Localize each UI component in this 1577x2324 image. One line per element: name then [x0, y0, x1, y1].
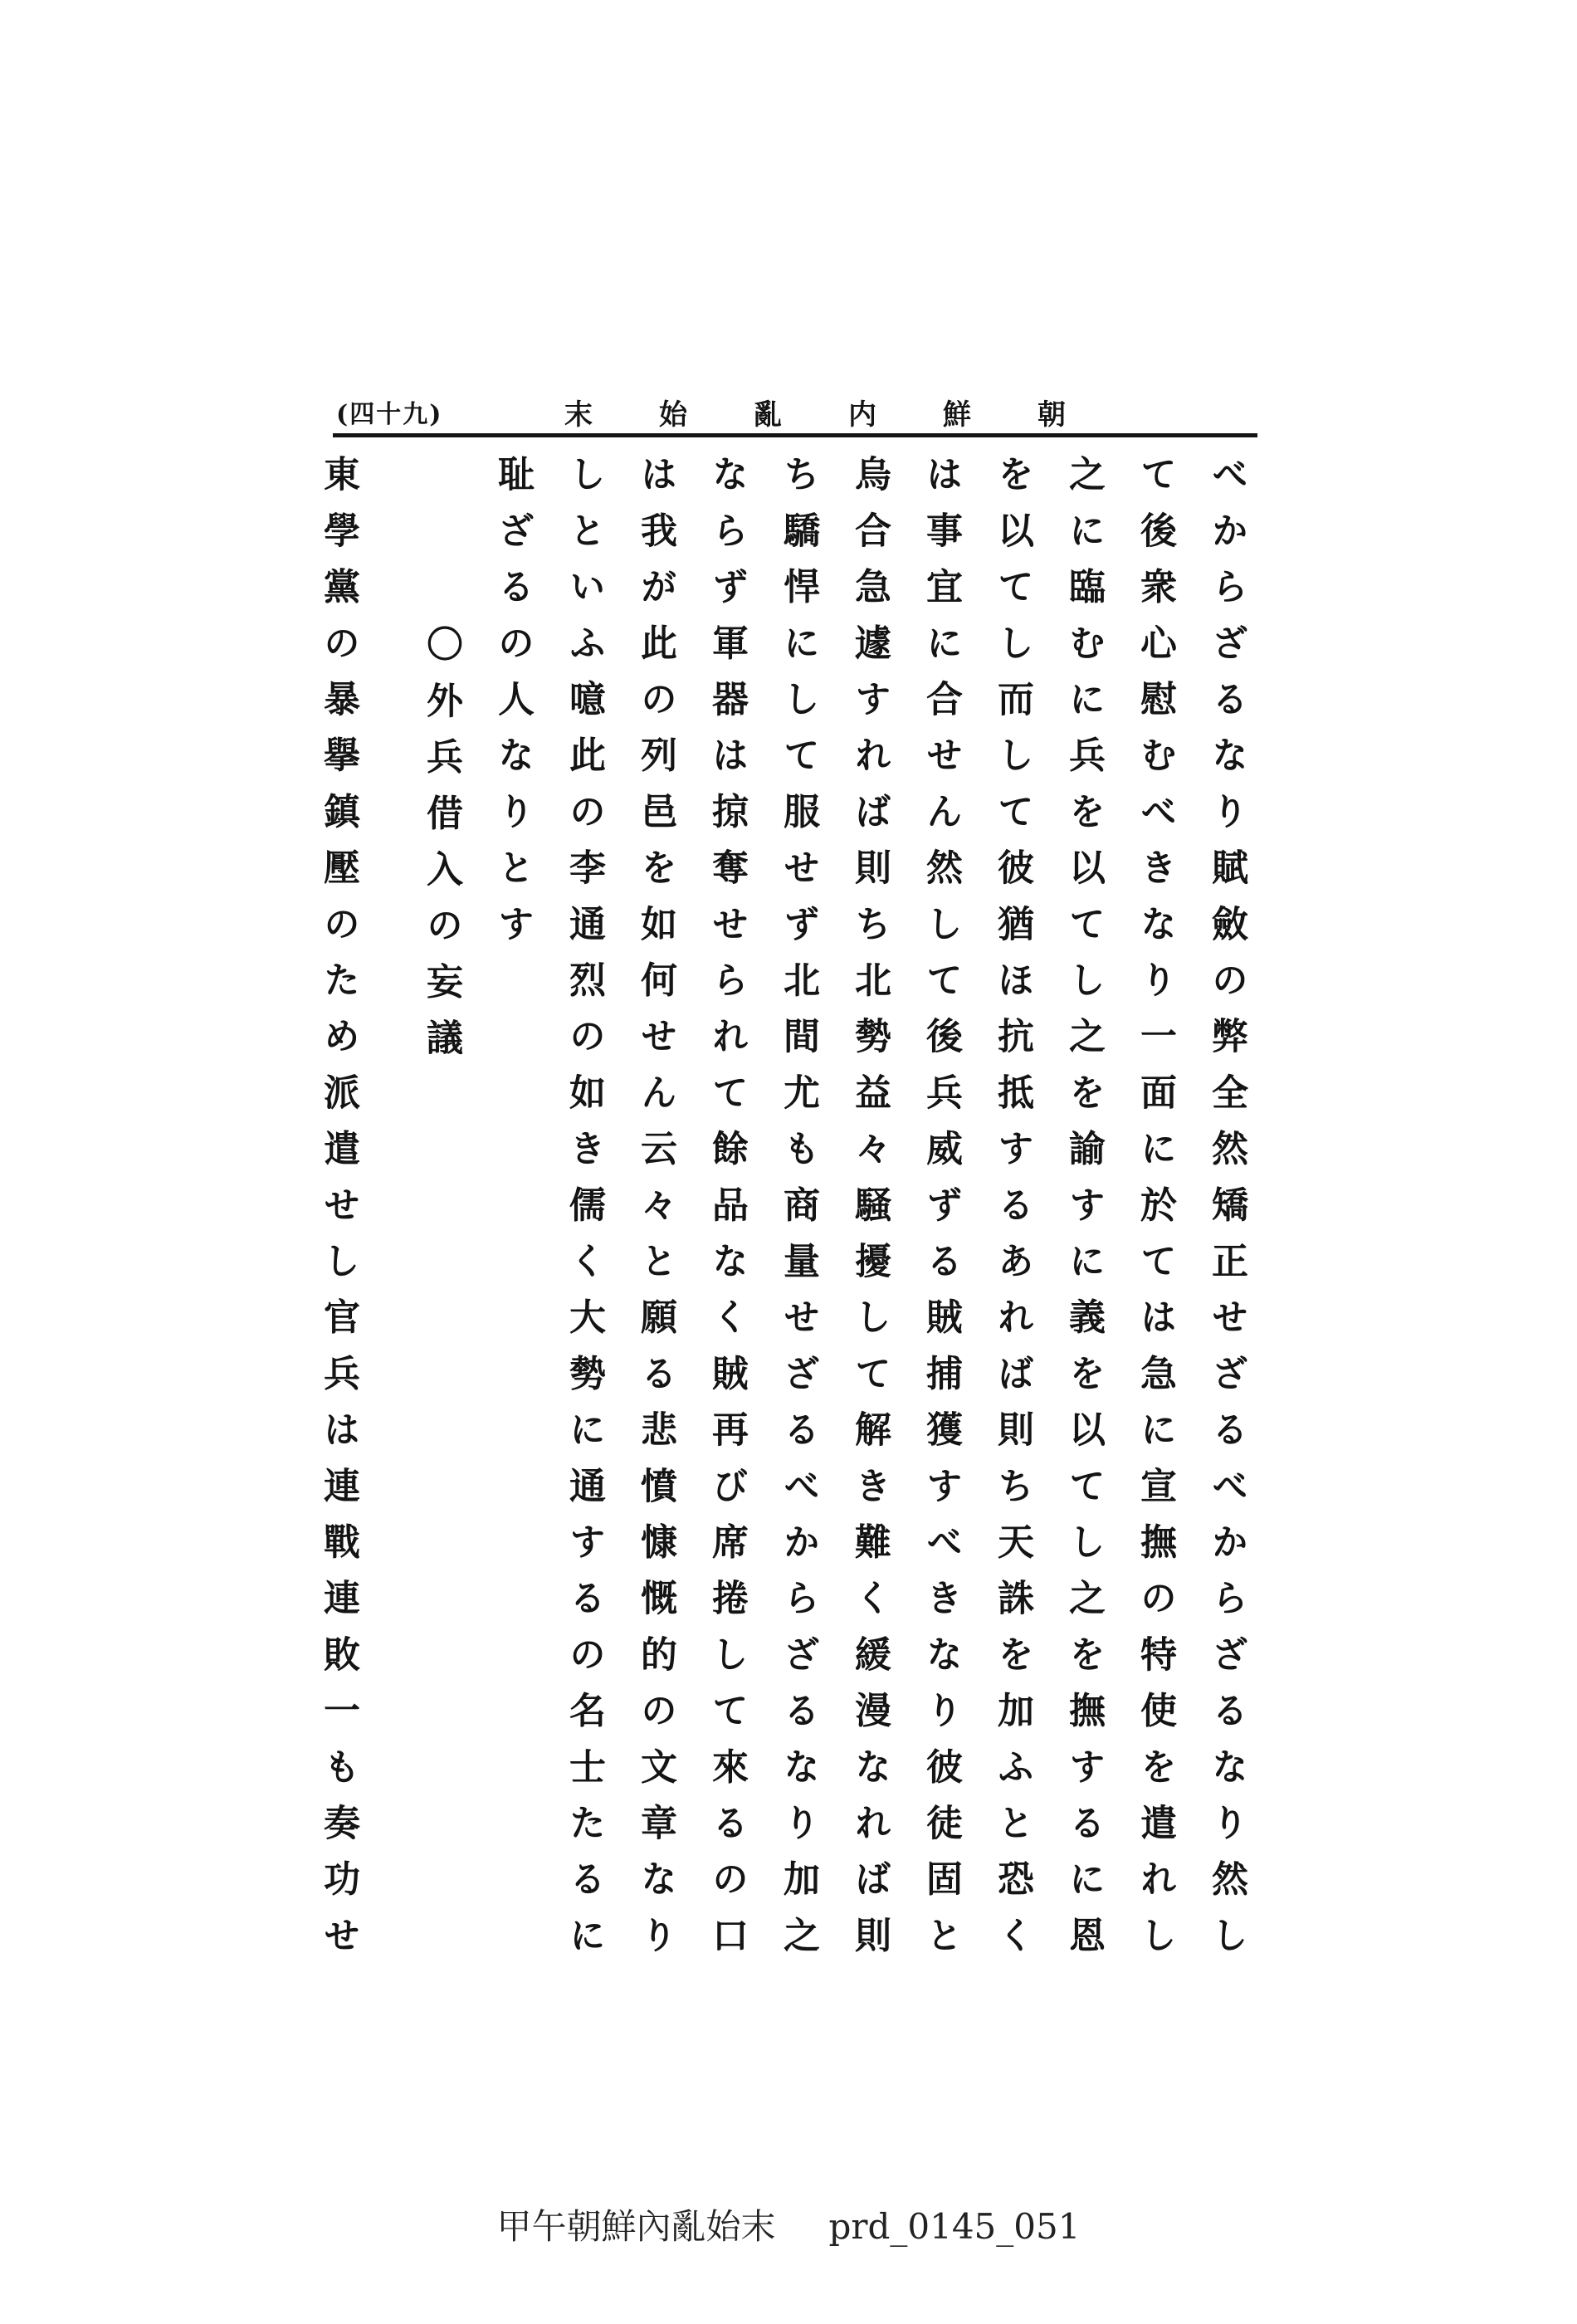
- text-column: 東學黨の暴擧鎮壓のため派遣せし官兵は連戰連敗一も奏功せ: [317, 455, 359, 1972]
- text-column: 烏合急遽すれば則ち北勢益々騒擾して解き難く緩漫なれば則: [848, 455, 891, 1972]
- title-char: 末: [564, 398, 593, 432]
- title-char: 朝: [1038, 398, 1066, 432]
- footer-caption: [0, 2200, 1577, 2249]
- page-number: (四十九): [336, 400, 443, 429]
- text-column: ち驕悍にして服せず北間尤も商量せざるべからざるなり加之: [777, 455, 819, 1972]
- text-column: は我が此の列邑を如何せん云々と願る悲憤慷慨的の文章なり: [634, 455, 676, 1972]
- text-column: 耻ざるの人なりとす: [491, 455, 534, 961]
- title-char: 内: [848, 398, 876, 432]
- text-column: は事宜に合せん然して後兵威ずる賊捕獲すべきなり彼徒固と: [920, 455, 962, 1972]
- title-char: 始: [659, 398, 687, 432]
- text-column: 之に臨むに兵を以てし之を諭すに義を以てし之を撫するに恩: [1062, 455, 1105, 1972]
- image-id: prd_0145_051: [828, 2206, 1081, 2247]
- title-char: 亂: [754, 398, 782, 432]
- running-header: [336, 390, 1257, 432]
- section-heading: 〇外兵借入の妄議: [420, 625, 462, 1075]
- vertical-text-body: [317, 455, 1266, 1972]
- text-column: しといふ噫此の李通烈の如き儒く大勢に通するの名士たるに: [563, 455, 605, 1972]
- running-title: [564, 392, 1132, 432]
- header-rule: [333, 433, 1257, 437]
- book-title: 甲午朝鮮內亂始末: [496, 2206, 776, 2247]
- text-column: て後衆心慰むべきなり一面に於ては急に宣撫の特使を遣れし: [1134, 455, 1176, 1972]
- title-char: 鮮: [943, 398, 971, 432]
- text-column: べからざるなり賦斂の弊全然矯正せざるべからざるなり然し: [1205, 455, 1247, 1972]
- text-column: ならず軍器は掠奪せられて餘品なく賊再び席捲して來るの口: [706, 455, 748, 1972]
- text-column: を以てし而して彼猶ほ抗抵するあれば則ち天誅を加ふと恐く: [991, 455, 1033, 1972]
